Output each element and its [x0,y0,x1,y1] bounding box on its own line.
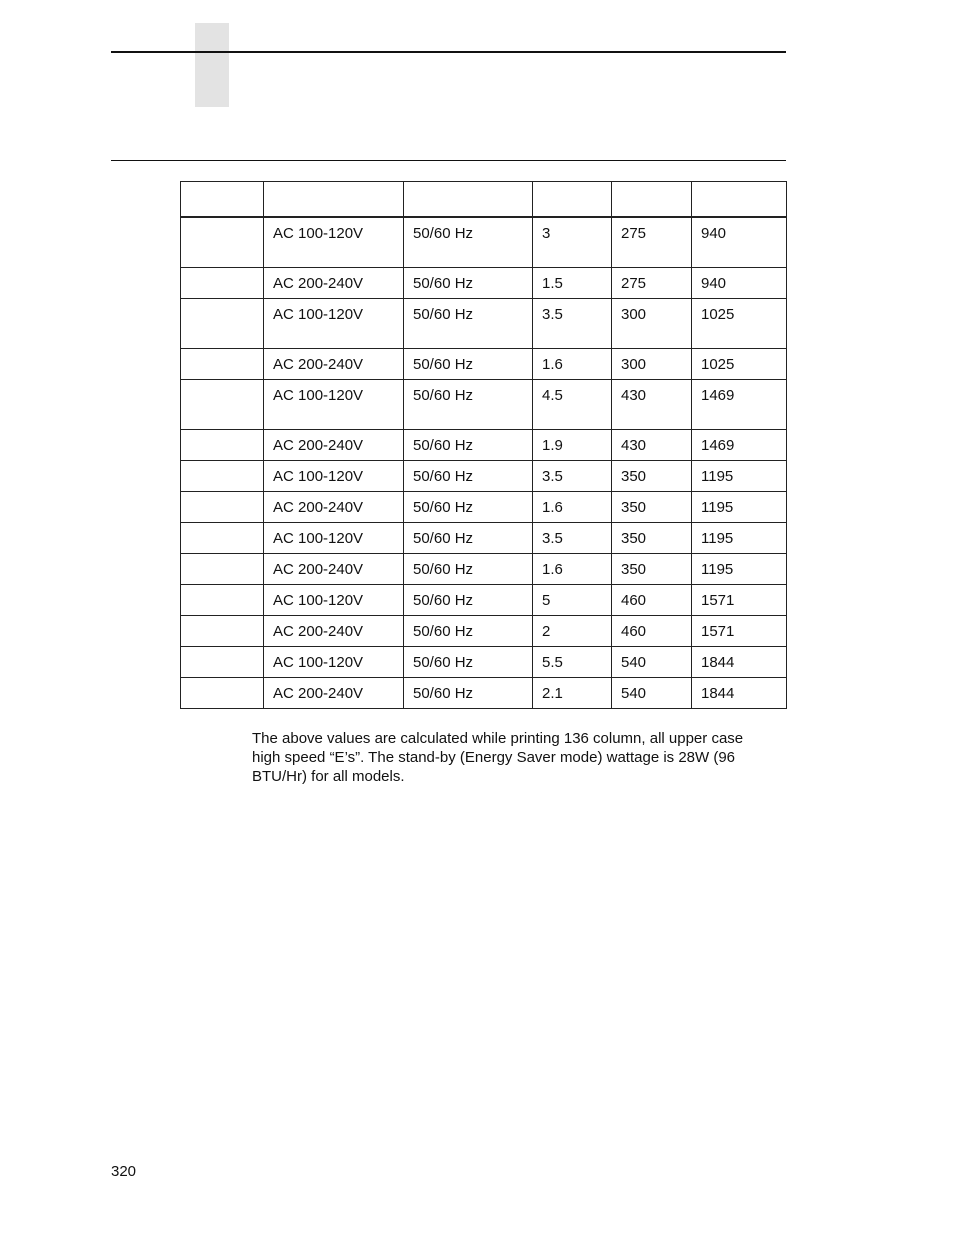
cell-btu: 1195 [692,522,787,553]
cell-current: 1.9 [533,429,612,460]
cell-frequency: 50/60 Hz [404,615,533,646]
table-footnote: The above values are calculated while printing 136 column, all upper case high speed “E’s”. The stand-by (Energy Saver mode) wattage is 28W (96 BTU/Hr) for all models. [252,730,744,785]
cell-voltage: AC 100-120V [264,217,404,267]
cell-model [181,460,264,491]
cell-voltage: AC 100-120V [264,460,404,491]
cell-current: 2 [533,615,612,646]
cell-voltage: AC 100-120V [264,379,404,429]
cell-model [181,491,264,522]
cell-btu: 1571 [692,615,787,646]
cell-voltage: AC 100-120V [264,298,404,348]
cell-watts: 275 [612,267,692,298]
cell-voltage: AC 200-240V [264,429,404,460]
cell-frequency: 50/60 Hz [404,522,533,553]
cell-btu: 1195 [692,553,787,584]
cell-watts: 540 [612,677,692,708]
table-row [181,522,787,553]
power-requirements-table [180,181,787,709]
cell-model [181,646,264,677]
table-row [181,379,787,429]
cell-btu: 1844 [692,677,787,708]
cell-model [181,522,264,553]
table-row [181,584,787,615]
cell-current: 3 [533,217,612,267]
cell-frequency: 50/60 Hz [404,298,533,348]
cell-model [181,348,264,379]
cell-voltage: AC 100-120V [264,522,404,553]
cell-watts: 460 [612,615,692,646]
cell-current: 1.6 [533,553,612,584]
cell-watts: 430 [612,379,692,429]
cell-current: 1.6 [533,491,612,522]
header-cell-watts [612,182,692,218]
cell-model [181,379,264,429]
cell-watts: 350 [612,460,692,491]
cell-model [181,217,264,267]
table-row [181,460,787,491]
chapter-tab [195,23,229,107]
cell-btu: 1571 [692,584,787,615]
table-row [181,677,787,708]
table-row [181,615,787,646]
cell-current: 3.5 [533,460,612,491]
cell-watts: 350 [612,491,692,522]
cell-frequency: 50/60 Hz [404,217,533,267]
table-header [181,182,787,218]
table-row [181,217,787,267]
cell-model [181,298,264,348]
cell-voltage: AC 100-120V [264,584,404,615]
cell-model [181,267,264,298]
cell-watts: 300 [612,298,692,348]
cell-frequency: 50/60 Hz [404,491,533,522]
cell-frequency: 50/60 Hz [404,429,533,460]
header-cell-current [533,182,612,218]
cell-model [181,553,264,584]
cell-voltage: AC 100-120V [264,646,404,677]
cell-btu: 1025 [692,298,787,348]
header-cell-btu [692,182,787,218]
table-body [181,217,787,708]
cell-watts: 275 [612,217,692,267]
table-row [181,429,787,460]
cell-frequency: 50/60 Hz [404,553,533,584]
cell-voltage: AC 200-240V [264,553,404,584]
cell-current: 1.6 [533,348,612,379]
cell-voltage: AC 200-240V [264,267,404,298]
table-row [181,298,787,348]
cell-watts: 460 [612,584,692,615]
table-row [181,267,787,298]
cell-current: 5.5 [533,646,612,677]
cell-model [181,677,264,708]
cell-voltage: AC 200-240V [264,677,404,708]
cell-current: 4.5 [533,379,612,429]
cell-model [181,584,264,615]
cell-btu: 1195 [692,460,787,491]
cell-voltage: AC 200-240V [264,615,404,646]
cell-frequency: 50/60 Hz [404,677,533,708]
cell-btu: 1195 [692,491,787,522]
cell-current: 3.5 [533,522,612,553]
cell-btu: 1025 [692,348,787,379]
cell-watts: 540 [612,646,692,677]
header-cell-frequency [404,182,533,218]
page-number: 320 [111,1163,137,1180]
cell-btu: 940 [692,267,787,298]
header-cell-voltage [264,182,404,218]
cell-frequency: 50/60 Hz [404,267,533,298]
cell-frequency: 50/60 Hz [404,348,533,379]
cell-frequency: 50/60 Hz [404,379,533,429]
cell-current: 5 [533,584,612,615]
table-row [181,348,787,379]
cell-btu: 1469 [692,429,787,460]
table-row [181,646,787,677]
cell-frequency: 50/60 Hz [404,460,533,491]
table-row [181,491,787,522]
cell-current: 2.1 [533,677,612,708]
table-row [181,553,787,584]
cell-btu: 940 [692,217,787,267]
cell-watts: 350 [612,522,692,553]
cell-watts: 300 [612,348,692,379]
cell-model [181,615,264,646]
cell-watts: 350 [612,553,692,584]
cell-model [181,429,264,460]
cell-frequency: 50/60 Hz [404,646,533,677]
header-cell-model [181,182,264,218]
cell-btu: 1469 [692,379,787,429]
cell-voltage: AC 200-240V [264,491,404,522]
table-header-row [181,182,787,218]
cell-watts: 430 [612,429,692,460]
cell-frequency: 50/60 Hz [404,584,533,615]
cell-btu: 1844 [692,646,787,677]
section-rule [111,160,786,161]
cell-current: 1.5 [533,267,612,298]
cell-current: 3.5 [533,298,612,348]
cell-voltage: AC 200-240V [264,348,404,379]
header-rule [111,51,786,53]
